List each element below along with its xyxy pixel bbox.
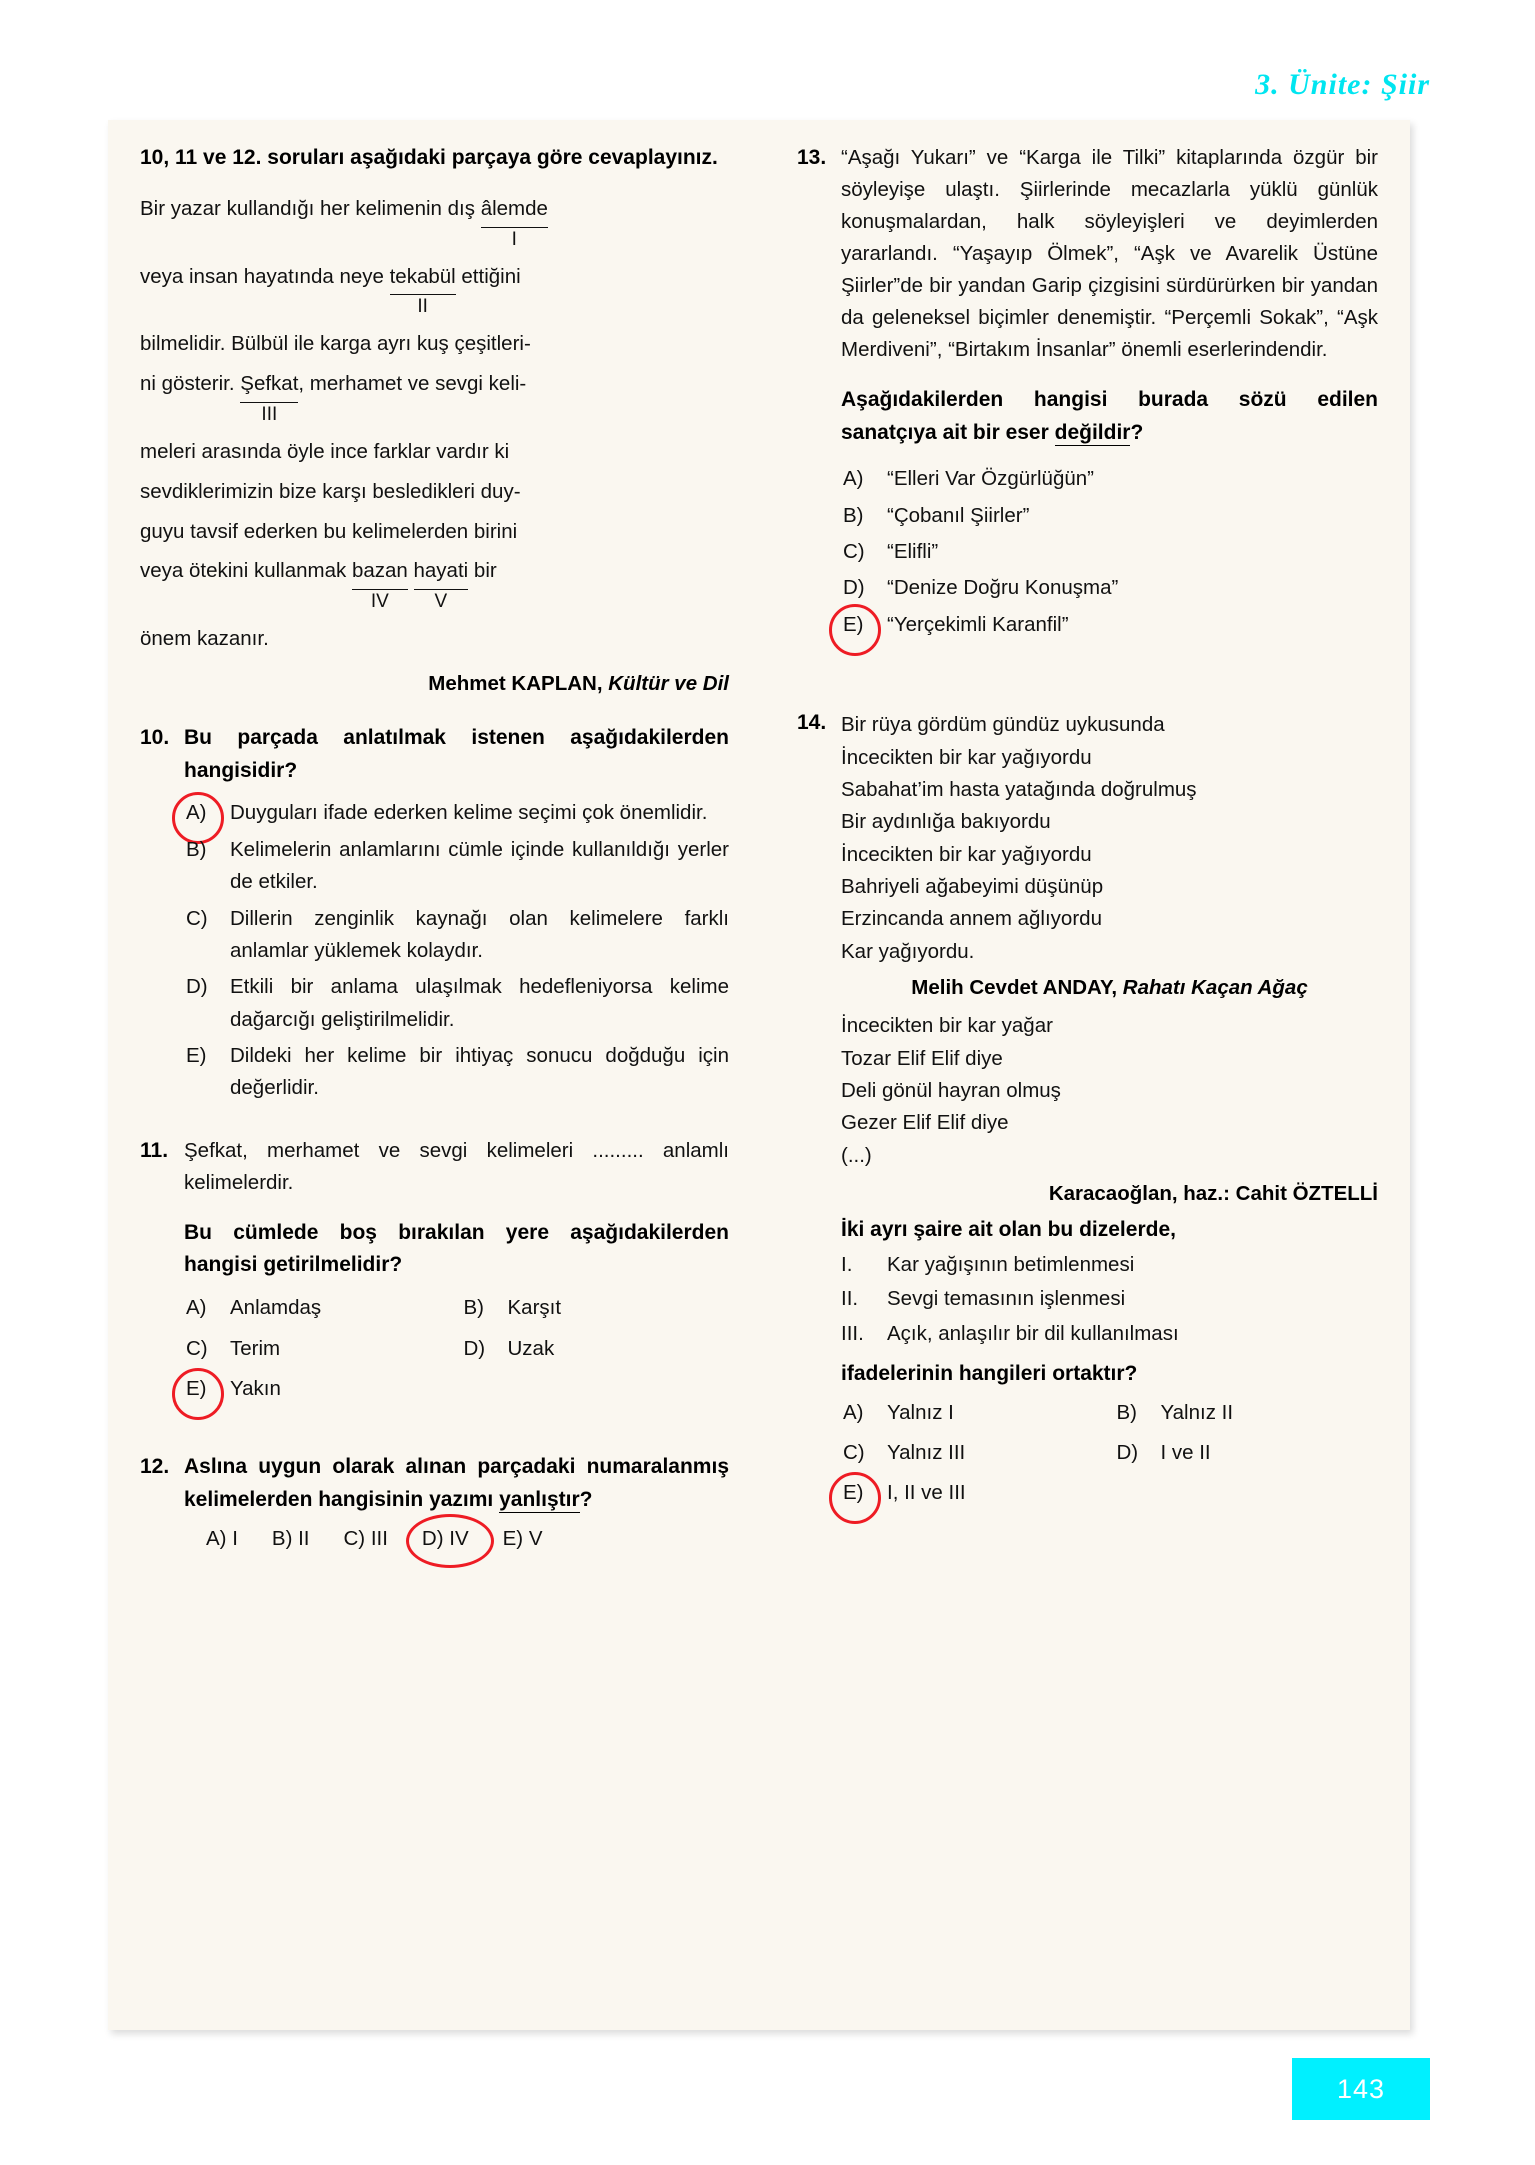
- question-13-number: 13.: [797, 146, 827, 169]
- passage-text: ni gösterir.: [140, 372, 241, 396]
- poem-line: Bir aydınlığa bakıyordu: [841, 810, 1051, 834]
- option-a-text: Duyguları ifade ederken kelime seçimi çok önemlidir.: [230, 801, 708, 825]
- poem-line: Gezer Elif Elif diye: [841, 1111, 1009, 1135]
- passage-text: , merhamet ve sevgi keli-: [298, 372, 527, 396]
- option-b-letter: B): [1116, 1400, 1137, 1424]
- option-d[interactable]: D) IV: [422, 1527, 469, 1551]
- option-b[interactable]: [462, 1292, 730, 1324]
- right-column: [759, 120, 1410, 2030]
- poem-line: Bahriyeli ağabeyimi düşünüp: [841, 875, 1104, 899]
- word-marker-3: III: [261, 403, 278, 425]
- roman-text: Açık, anlaşılır bir dil kullanılması: [887, 1321, 1179, 1345]
- question-12: [140, 1451, 729, 1551]
- question-12-options: [184, 1527, 729, 1551]
- question-12-stem: Aslına uygun olarak alınan parçadaki numaralanmış kelimelerden hangisinin yazımı yanlıştır?: [184, 1455, 729, 1512]
- option-c-letter: C): [843, 1441, 865, 1465]
- question-13-emphasis: değildir: [1054, 420, 1131, 444]
- option-d-letter: D): [1116, 1441, 1139, 1465]
- question-13-passage: “Aşağı Yukarı” ve “Karga ile Tilki” kitaplarında özgür bir söyleyişe ulaştı. Şiirlerinde mecazlarla yüklü günlük konuşmalardan, halk söyleyişleri ve deyimlerden yararlandı. “Yaşayıp Ölmek”, “Aşk ve Avarelik Üstüne Şiirler”de bir yandan Garip çizgisini sürdürürken bir yandan da geleneksel biçimler denemiştir. “Perçemli Sokak”, “Aşk Merdiveni”, “Birtakım İnsanlar” önemli eserlerindendir.: [841, 146, 1378, 361]
- attribution-work: Kültür ve Dil: [608, 671, 729, 695]
- passage-text: ettiğini: [455, 264, 521, 288]
- answer-circle-icon: [829, 1472, 881, 1524]
- passage-line-6: sevdiklerimizin bize karşı besledikleri duy-: [140, 479, 521, 503]
- answer-circle-icon: [406, 1514, 494, 1568]
- answer-circle-icon: [172, 1368, 224, 1420]
- word-marker-5: V: [434, 591, 448, 613]
- option-b-letter: B): [843, 503, 864, 527]
- option-e[interactable]: [184, 1040, 729, 1105]
- option-b-text: “Çobanıl Şiirler”: [887, 503, 1030, 527]
- option-e-letter: E): [184, 1373, 230, 1405]
- poem-line: İncecikten bir kar yağıyordu: [841, 745, 1092, 769]
- option-d[interactable]: [1115, 1437, 1379, 1469]
- option-d[interactable]: [184, 971, 729, 1036]
- option-d-text: Etkili bir anlama ulaşılmak hedefleniyorsa kelime dağarcığı geliştirilmelidir.: [230, 975, 729, 1031]
- option-d-letter: D): [186, 975, 208, 999]
- roman-text: Sevgi temasının işlenmesi: [887, 1287, 1126, 1311]
- question-12-stem-text: Aslına uygun olarak alınan parçadaki numaralanmış kelimelerden hangisinin yazımı: [184, 1455, 729, 1512]
- passage-text: veya ötekini kullanmak: [140, 559, 352, 583]
- option-b[interactable]: [184, 834, 729, 899]
- option-c-letter: C): [186, 1336, 208, 1360]
- numbered-word-4: bazan IV: [352, 555, 408, 590]
- roman-item: [841, 1249, 1378, 1281]
- option-a-letter: A): [843, 467, 864, 491]
- poem-attribution-karacaoglan: Karacaoğlan, haz.: Cahit ÖZTELLİ: [1048, 1182, 1378, 1206]
- option-a[interactable]: [841, 463, 1378, 495]
- option-e-letter: E): [841, 1477, 887, 1509]
- question-11-sub-stem: Bu cümlede boş bırakılan yere aşağıdakilerden hangisi getirilmelidir?: [184, 1220, 729, 1277]
- unit-header: 3. Ünite: Şiir: [1255, 68, 1430, 101]
- option-c-text: Terim: [230, 1336, 281, 1360]
- option-a-text: Yalnız I: [887, 1400, 954, 1424]
- question-11: [140, 1135, 729, 1410]
- option-c-text: “Elifli”: [887, 540, 939, 564]
- option-b-text: Yalnız II: [1160, 1400, 1234, 1424]
- passage-line-8: [140, 555, 729, 613]
- attribution-author: Mehmet KAPLAN,: [428, 671, 609, 695]
- left-column: [108, 120, 759, 2030]
- roman-item: [841, 1283, 1378, 1315]
- poem-line: İncecikten bir kar yağar: [841, 1014, 1053, 1038]
- poem-attribution-anday: [841, 976, 1378, 1000]
- poem-line: Sabahat’im hasta yatağında doğrulmuş: [841, 777, 1197, 801]
- roman-num: III.: [841, 1321, 864, 1345]
- poem-anday: [841, 709, 1378, 968]
- passage-line-7: guyu tavsif ederken bu kelimelerden birini: [140, 519, 518, 543]
- poem-line: Tozar Elif Elif diye: [841, 1046, 1003, 1070]
- option-a-letter: A): [843, 1400, 864, 1424]
- option-d-letter: D): [463, 1336, 486, 1360]
- passage-text: bir: [468, 559, 497, 583]
- question-10: [140, 722, 729, 1109]
- word-marker-4: IV: [370, 591, 389, 613]
- option-a-letter: A): [184, 797, 230, 829]
- word-marker-2: II: [417, 296, 428, 318]
- option-a[interactable]: [841, 1397, 1105, 1429]
- question-14-number: 14.: [797, 711, 827, 735]
- question-10-number: 10.: [140, 725, 170, 749]
- passage-attribution: [140, 672, 729, 696]
- option-c[interactable]: [184, 1333, 452, 1365]
- option-c-text: Dillerin zenginlik kaynağı olan kelimelere farklı anlamlar yüklemek kolaydır.: [230, 906, 729, 962]
- two-column-layout: [108, 120, 1410, 2030]
- option-e[interactable]: [184, 1373, 452, 1405]
- reading-passage: [140, 193, 729, 656]
- question-14-options: [841, 1397, 1378, 1514]
- passage-line-2: [140, 261, 729, 318]
- option-a-text: Anlamdaş: [230, 1296, 322, 1320]
- question-13-sub-stem: Aşağıdakilerden hangisi burada sözü edilen sanatçıya ait bir eser değildir?: [841, 387, 1378, 444]
- option-a[interactable]: A) I: [206, 1526, 238, 1550]
- question-11-number: 11.: [140, 1138, 169, 1162]
- poem-line: Bir rüya gördüm gündüz uykusunda: [841, 713, 1165, 737]
- option-a-text: “Elleri Var Özgürlüğün”: [887, 467, 1094, 491]
- option-e[interactable]: [841, 1477, 1105, 1509]
- option-c[interactable]: C) III: [343, 1526, 388, 1550]
- option-e-text: “Yerçekimli Karanfil”: [887, 612, 1069, 636]
- question-11-options: [184, 1292, 729, 1409]
- passage-line-4: [140, 368, 729, 425]
- option-b-letter: B): [463, 1296, 484, 1320]
- passage-line-3: bilmelidir. Bülbül ile karga ayrı kuş çeşitleri-: [140, 332, 531, 356]
- option-a[interactable]: [184, 797, 729, 829]
- answer-circle-icon: [829, 604, 881, 656]
- option-b-text: Kelimelerin anlamlarını cümle içinde kullanıldığı yerler de etkiler.: [230, 837, 729, 894]
- option-d-letter: D): [843, 576, 865, 600]
- option-b[interactable]: [841, 500, 1378, 532]
- question-11-stem: Şefkat, merhamet ve sevgi kelimeleri ......... anlamlı kelimelerdir.: [184, 1138, 729, 1194]
- option-e[interactable]: E) V: [502, 1526, 543, 1550]
- option-d-text: “Denize Doğru Konuşma”: [887, 576, 1119, 600]
- numbered-word-5: hayati V: [414, 555, 469, 590]
- option-d[interactable]: [462, 1333, 730, 1365]
- option-c-letter: C): [186, 906, 208, 930]
- question-10-stem: Bu parçada anlatılmak istenen aşağıdakilerden hangisidir?: [184, 725, 729, 782]
- option-c[interactable]: [184, 903, 729, 968]
- numbered-word-2: tekabül II: [390, 261, 456, 296]
- question-13-sub-stem-text: Aşağıdakilerden hangisi burada sözü edilen sanatçıya ait bir eser: [841, 387, 1378, 444]
- question-14-roman-list: [841, 1249, 1378, 1350]
- option-c[interactable]: [841, 1437, 1105, 1469]
- option-e-text: Dildeki her kelime bir ihtiyaç sonucu doğduğu için değerlidir.: [230, 1044, 729, 1100]
- option-c-letter: C): [843, 540, 865, 564]
- option-a-letter: A): [186, 1296, 207, 1320]
- question-13-options: [841, 463, 1378, 641]
- numbered-word-3: Şefkat III: [240, 368, 298, 403]
- question-14-sub-stem: İki ayrı şaire ait olan bu dizelerde,: [841, 1218, 1176, 1242]
- page-number-badge: 143: [1292, 2058, 1430, 2120]
- question-14-closing-stem: ifadelerinin hangileri ortaktır?: [841, 1361, 1138, 1385]
- roman-text: Kar yağışının betimlenmesi: [887, 1252, 1135, 1276]
- poem-line: İncecikten bir kar yağıyordu: [841, 842, 1092, 866]
- poem-line: Kar yağıyordu.: [841, 939, 975, 963]
- roman-num: II.: [841, 1287, 859, 1311]
- option-b-letter: B): [186, 837, 207, 861]
- poem-line: Erzincanda annem ağlıyordu: [841, 907, 1102, 931]
- roman-num: I.: [841, 1252, 853, 1276]
- option-b[interactable]: [1115, 1397, 1379, 1429]
- question-12-number: 12.: [140, 1455, 170, 1479]
- option-e[interactable]: [841, 609, 1378, 641]
- poem-line: Deli gönül hayran olmuş: [841, 1078, 1061, 1102]
- content-card: [108, 120, 1410, 2030]
- poem-karacaoglan: [841, 1010, 1378, 1172]
- poem-line: (...): [841, 1143, 872, 1167]
- option-c-text: Yalnız III: [887, 1441, 966, 1465]
- question-13: [797, 142, 1378, 645]
- passage-line-1: [140, 193, 729, 250]
- option-d-text: Uzak: [507, 1336, 555, 1360]
- passage-text: Bir yazar kullandığı her kelimenin dış: [140, 196, 481, 220]
- marker-gap: [140, 235, 729, 261]
- option-c[interactable]: [841, 536, 1378, 568]
- option-a[interactable]: [184, 1292, 452, 1324]
- option-d-text: I ve II: [1160, 1441, 1211, 1465]
- question-14: [797, 707, 1378, 1514]
- option-b[interactable]: B) II: [271, 1526, 310, 1550]
- word-marker-1: I: [511, 228, 517, 250]
- attribution-work: Rahatı Kaçan Ağaç: [1122, 976, 1308, 1000]
- question-10-options: [184, 797, 729, 1104]
- attribution-author: Melih Cevdet ANDAY,: [911, 976, 1123, 1000]
- option-e-letter: E): [841, 609, 887, 641]
- passage-line-5: meleri arasında öyle ince farklar vardır ki: [140, 439, 510, 463]
- passage-line-9: önem kazanır.: [140, 627, 269, 651]
- option-e-text: I, II ve III: [887, 1481, 966, 1505]
- option-e-letter: E): [186, 1044, 207, 1068]
- instruction-text: 10, 11 ve 12. soruları aşağıdaki parçaya göre cevaplayınız.: [140, 146, 718, 169]
- question-12-emphasis: yanlıştır: [499, 1488, 580, 1512]
- numbered-word-1: âlemde I: [481, 193, 548, 228]
- option-b-text: Karşıt: [507, 1296, 562, 1320]
- option-e-text: Yakın: [230, 1376, 281, 1400]
- option-d[interactable]: [841, 572, 1378, 604]
- marker-gap: [140, 410, 729, 436]
- roman-item: [841, 1318, 1378, 1350]
- passage-text: veya insan hayatında neye: [140, 264, 390, 288]
